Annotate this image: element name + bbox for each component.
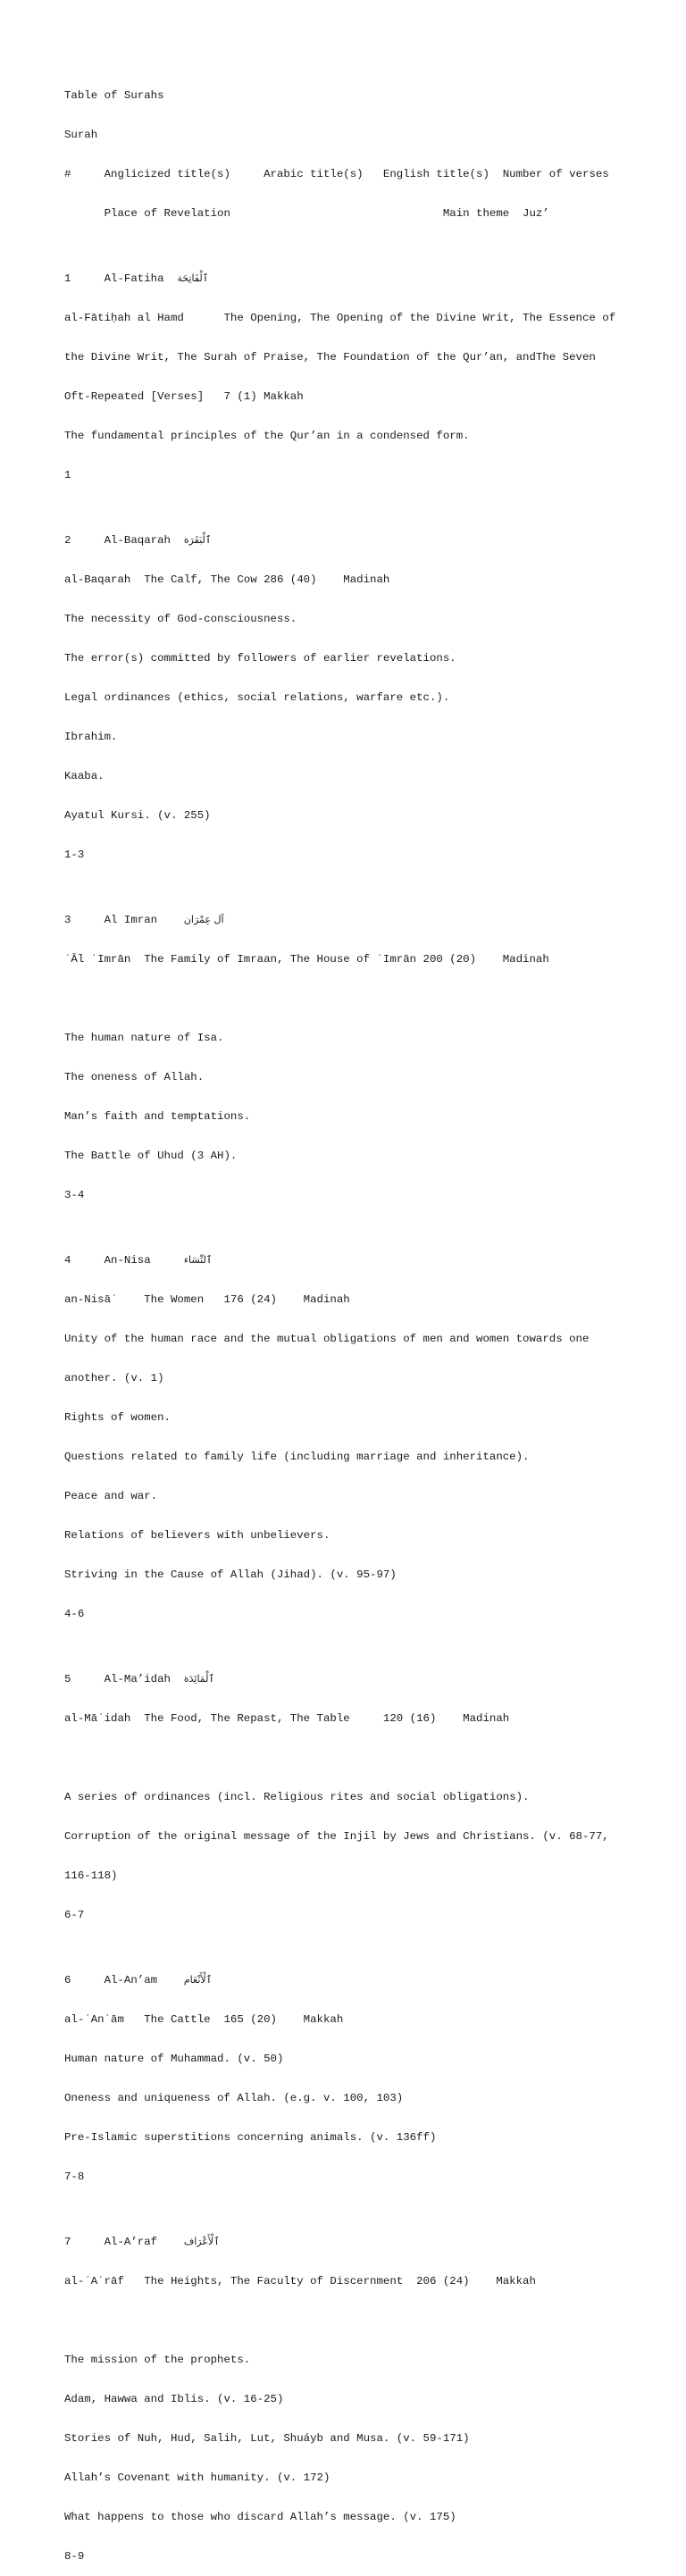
blank-line xyxy=(64,2314,636,2328)
arabic-title: ٱلْأَعْرَاف xyxy=(183,2236,220,2248)
document-body xyxy=(64,63,636,2576)
juz-line: 4-6 xyxy=(64,1607,85,1620)
surah-number-name: 1 Al-Fatiha xyxy=(64,272,178,286)
text-line: al-ʾAʿrāf The Heights, The Faculty of Discernment 206 (24) Makkah xyxy=(64,2275,536,2288)
header-columns-line-2: Place of Revelation Main theme Juz’ xyxy=(64,207,549,221)
arabic-title: ٱلْبَقَرَة xyxy=(183,534,212,547)
main-theme-line: Questions related to family life (including marriage and inheritance). xyxy=(64,1451,530,1464)
main-theme-line: The Battle of Uhud (3 AH). xyxy=(64,1150,238,1163)
text-line: ʾĀl ʿImrān The Family of Imraan, The House of ʿImrān 200 (20) Madinah xyxy=(64,953,549,966)
surah-row xyxy=(64,1673,636,1686)
juz-line: 6-7 xyxy=(64,1908,85,1921)
main-theme-line: Adam, Hawwa and Iblis. (v. 16-25) xyxy=(64,2392,284,2405)
text-line: al-ʾAnʿām The Cattle 165 (20) Makkah xyxy=(64,2013,344,2027)
header-columns-line-1: # Anglicized title(s) Arabic title(s) English title(s) Number of verses xyxy=(64,168,609,181)
main-theme-line: Man’s faith and temptations. xyxy=(64,1110,251,1124)
main-theme-line: Kaaba. xyxy=(64,770,105,783)
surah-number-name: 2 Al-Baqarah xyxy=(64,534,184,548)
text-line: al-Baqarah The Calf, The Cow 286 (40) Madinah xyxy=(64,573,390,587)
arabic-title: آل عِمْرَان xyxy=(183,914,224,926)
surah-row xyxy=(64,2236,636,2249)
main-theme-line: Pre-Islamic superstitions concerning animals. (v. 136ff) xyxy=(64,2130,437,2144)
surah-row xyxy=(64,1254,636,1267)
arabic-title: ٱلْأَنْعَام xyxy=(183,1974,213,1986)
text-line: Oft-Repeated [Verses] 7 (1) Makkah xyxy=(64,390,304,404)
blank-line xyxy=(64,992,636,1006)
surah-number-name: 3 Al Imran xyxy=(64,914,184,927)
arabic-title: ٱلنِّسَاء xyxy=(183,1254,213,1267)
main-theme-line: Human nature of Muhammad. (v. 50) xyxy=(64,2053,284,2066)
main-theme-line: Ayatul Kursi. (v. 255) xyxy=(64,809,211,823)
arabic-title: ٱلْمَائِدَة xyxy=(183,1673,214,1685)
blank-line xyxy=(64,1752,636,1765)
text-line: al-Fātiḥah al Hamd The Opening, The Opening of the Divine Writ, The Essence of xyxy=(64,312,616,325)
main-theme-line: Legal ordinances (ethics, social relations, warfare etc.). xyxy=(64,691,450,705)
main-theme-line: What happens to those who discard Allah’s message. (v. 175) xyxy=(64,2510,456,2523)
text-line: an-Nisāʾ The Women 176 (24) Madinah xyxy=(64,1293,350,1307)
header-surah-label: Surah xyxy=(64,129,98,142)
text-line: the Divine Writ, The Surah of Praise, The Foundation of the Qur’an, andThe Seven xyxy=(64,351,596,364)
main-theme-line: The oneness of Allah. xyxy=(64,1071,205,1084)
main-theme-line: The necessity of God-consciousness. xyxy=(64,613,297,626)
surah-row xyxy=(64,1974,636,1987)
surah-row xyxy=(64,272,636,286)
juz-line: 8-9 xyxy=(64,2549,85,2563)
surah-number-name: 4 An-Nisa xyxy=(64,1254,184,1267)
main-theme-line: Oneness and uniqueness of Allah. (e.g. v. 100, 103) xyxy=(64,2091,404,2104)
document-title: Table of Surahs xyxy=(64,89,164,103)
surah-row xyxy=(64,914,636,927)
juz-line: 1 xyxy=(64,469,71,482)
main-theme-line: Unity of the human race and the mutual obligations of men and women towards one xyxy=(64,1333,590,1346)
main-theme-line: Striving in the Cause of Allah (Jihad). (v. 95-97) xyxy=(64,1568,397,1581)
main-theme-line: Stories of Nuh, Hud, Salih, Lut, Shuáyb and Musa. (v. 59-171) xyxy=(64,2431,470,2445)
main-theme-line: Corruption of the original message of the Injil by Jews and Christians. (v. 68-77, xyxy=(64,1829,609,1843)
main-theme-line: A series of ordinances (incl. Religious rites and social obligations). xyxy=(64,1791,530,1803)
main-theme-line: Ibrahim. xyxy=(64,731,118,744)
juz-line: 3-4 xyxy=(64,1189,85,1202)
text-line: al-Māʾidah The Food, The Repast, The Table 120 (16) Madinah xyxy=(64,1712,510,1726)
main-theme-line: 116-118) xyxy=(64,1869,118,1882)
surah-row xyxy=(64,534,636,548)
surah-number-name: 5 Al-Ma’idah xyxy=(64,1673,184,1686)
main-theme-line: Allah’s Covenant with humanity. (v. 172) xyxy=(64,2471,330,2484)
juz-line: 1-3 xyxy=(64,849,85,862)
main-theme-line: The fundamental principles of the Qur’an in a condensed form. xyxy=(64,430,470,443)
main-theme-line: Relations of believers with unbelievers. xyxy=(64,1528,330,1542)
juz-line: 7-8 xyxy=(64,2170,85,2183)
main-theme-line: Peace and war. xyxy=(64,1490,158,1503)
main-theme-line: Rights of women. xyxy=(64,1411,171,1425)
arabic-title: ٱلْفَاتِحَة xyxy=(177,272,209,285)
main-theme-line: The human nature of Isa. xyxy=(64,1032,224,1045)
surah-number-name: 6 Al-An’am xyxy=(64,1974,184,1987)
main-theme-line: The mission of the prophets. xyxy=(64,2354,251,2367)
main-theme-line: another. (v. 1) xyxy=(64,1372,164,1385)
surah-number-name: 7 Al-A’raf xyxy=(64,2236,184,2249)
main-theme-line: The error(s) committed by followers of earlier revelations. xyxy=(64,652,456,665)
